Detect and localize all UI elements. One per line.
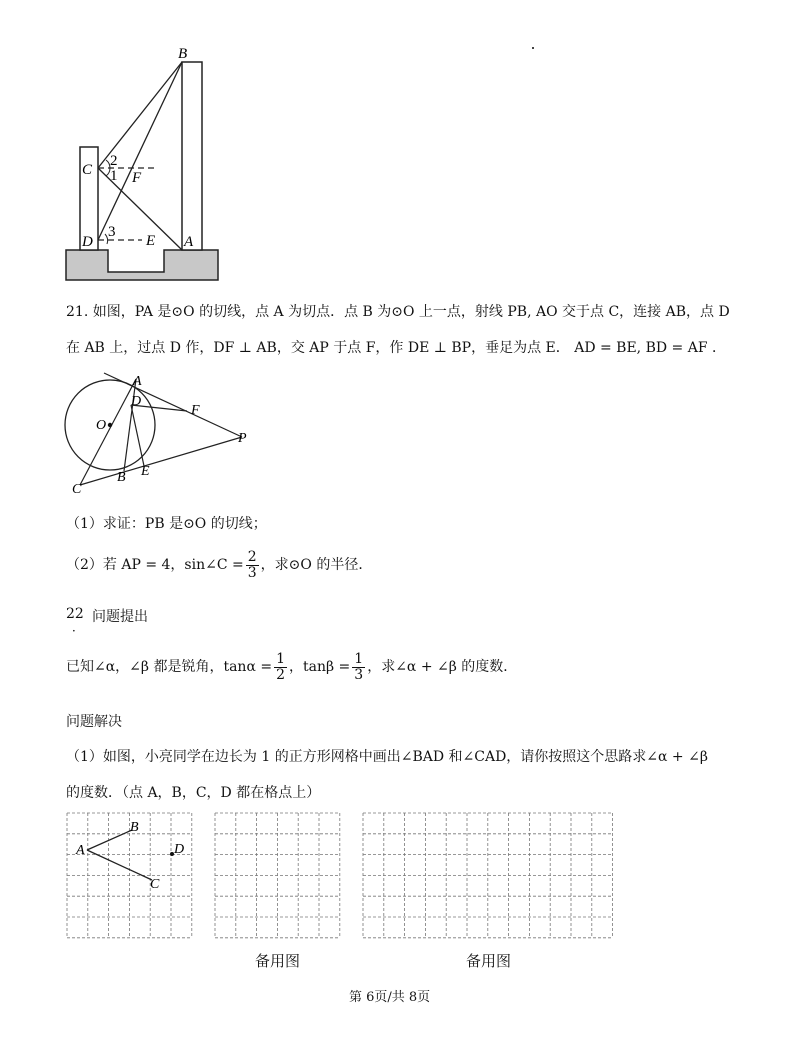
speck	[532, 47, 534, 49]
pole-ab	[182, 62, 202, 250]
c-label-e: E	[141, 464, 150, 479]
grid-spare-1	[214, 812, 344, 942]
label-c: C	[82, 162, 93, 178]
label-e: E	[146, 233, 156, 249]
frac-num: 2	[247, 549, 257, 565]
q22-part1-line2: 的度数．（点 A，B，C，D 都在格点上）	[66, 785, 321, 801]
q22-part1-line1: （1）如图，小亮同学在边长为 1 的正方形网格中画出∠BAD 和∠CAD，请你按照这个思路求∠α + ∠β	[66, 749, 708, 765]
q21-part2	[66, 550, 372, 580]
c-label-o: O	[96, 418, 107, 433]
q22-dot: ．	[72, 620, 85, 634]
stmt-a: 已知∠α，∠β 都是锐角，tanα =	[66, 659, 273, 676]
figure-circle	[60, 365, 260, 500]
q21-part1: （1）求证：PB 是⊙O 的切线；	[66, 516, 267, 532]
frac1-den: 2	[276, 666, 286, 683]
q21-line2: 在 AB 上，过点 D 作，DF ⊥ AB，交 AP 于点 F，作 DE ⊥ BP，垂足为点 E． AD = BE, BD = AF ．	[66, 340, 727, 356]
q21-line1: 21. 如图，PA 是⊙O 的切线，点 A 为切点．点 B 为⊙O 上一点，射线 PB, AO 交于点 C，连接 AB，点 D	[66, 304, 730, 320]
stmt-c: ，求∠α + ∠β 的度数．	[367, 659, 518, 676]
frac2-den: 3	[354, 666, 364, 683]
label-1: 1	[110, 168, 118, 184]
frac-den: 3	[247, 564, 257, 581]
grid-label-b: B	[130, 820, 139, 835]
label-b: B	[178, 46, 188, 62]
c-label-b: B	[117, 470, 126, 485]
c-label-f: F	[191, 403, 200, 418]
spare-caption-2: 备用图	[466, 952, 512, 970]
label-2: 2	[110, 153, 118, 169]
label-d: D	[82, 234, 93, 250]
label-a: A	[184, 234, 194, 250]
label-3: 3	[108, 224, 116, 240]
q22-number: 22	[66, 606, 84, 622]
grid-main	[66, 812, 196, 942]
q21-part2-post: ，求⊙O 的半径．	[260, 557, 373, 574]
q22-heading2: 问题解决	[66, 714, 122, 730]
grid-label-d: D	[174, 842, 185, 857]
spare-caption-1: 备用图	[255, 952, 301, 970]
q21-part2-pre: （2）若 AP = 4，sin∠C =	[66, 557, 244, 574]
frac2-num: 1	[354, 651, 364, 667]
frac1-num: 1	[276, 651, 286, 667]
c-label-c: C	[72, 482, 82, 497]
ground-base	[66, 250, 218, 280]
fraction-1-3	[352, 652, 365, 682]
q22-heading1: 问题提出	[92, 609, 148, 625]
c-label-d: D	[131, 394, 142, 409]
fraction-1-2	[274, 652, 287, 682]
label-f: F	[132, 170, 142, 186]
stmt-b: ，tanβ =	[289, 659, 351, 676]
c-label-p: P	[238, 431, 247, 446]
page-footer: 第 6页/共 8页	[349, 990, 431, 1005]
figure-poles	[60, 40, 230, 285]
c-label-a: A	[133, 374, 142, 389]
grid-spare-2	[362, 812, 616, 942]
grid-label-c: C	[150, 877, 160, 892]
fraction-2-3	[246, 550, 259, 580]
q22-statement	[66, 652, 517, 682]
grid-label-a: A	[76, 843, 85, 858]
